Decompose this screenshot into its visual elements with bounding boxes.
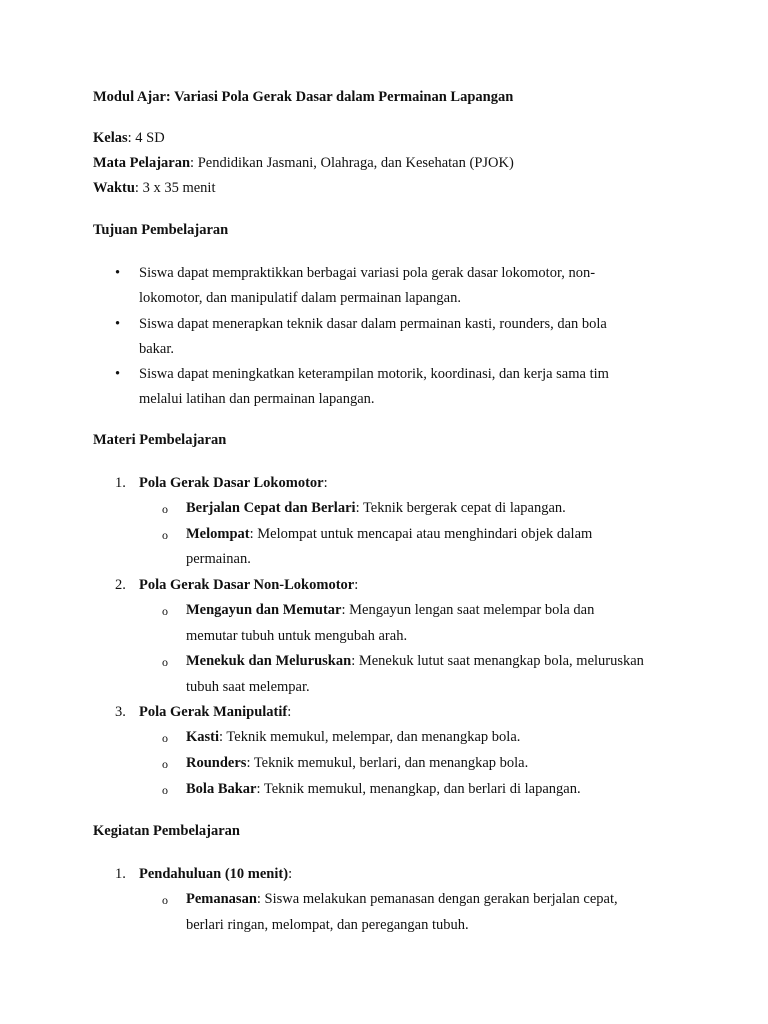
circle-bullet-icon: o — [162, 655, 168, 669]
document-title: Modul Ajar: Variasi Pola Gerak Dasar dalam Permainan Lapangan — [93, 89, 514, 105]
circle-bullet-icon: o — [162, 528, 168, 542]
materi-1-heading — [139, 474, 328, 492]
circle-bullet-icon: o — [162, 731, 168, 745]
materi-3-title: Pola Gerak Manipulatif — [139, 704, 288, 720]
kegiatan-heading: Kegiatan Pembelajaran — [93, 823, 240, 839]
mapel-value: : Pendidikan Jasmani, Olahraga, dan Kesehatan (PJOK) — [190, 155, 514, 171]
waktu-label: Waktu — [93, 180, 135, 196]
sub-desc: : Mengayun lengan saat melempar bola dan — [341, 602, 595, 618]
kegiatan-1-sub-1-cont: berlari ringan, melompat, dan peregangan tubuh. — [186, 917, 469, 933]
tujuan-item-1-line-2: lokomotor, dan manipulatif dalam permainan lapangan. — [139, 290, 461, 306]
materi-3-sub-3 — [186, 780, 581, 798]
kelas-label: Kelas — [93, 130, 128, 146]
sub-desc: : Teknik bergerak cepat di lapangan. — [355, 500, 566, 516]
waktu-value: : 3 x 35 menit — [134, 180, 216, 196]
mapel-label: Mata Pelajaran — [93, 155, 191, 171]
materi-3-sub-2 — [186, 754, 528, 772]
kegiatan-1-title: Pendahuluan (10 menit) — [139, 866, 289, 882]
sub-term: Menekuk dan Meluruskan — [186, 653, 352, 669]
sub-desc: : Melompat untuk mencapai atau menghindari objek dalam — [249, 526, 593, 542]
bullet-icon: • — [115, 316, 121, 332]
materi-2-sub-1 — [186, 601, 594, 619]
kelas-value: : 4 SD — [127, 130, 165, 146]
tujuan-item-2-line-1: Siswa dapat menerapkan teknik dasar dalam permainan kasti, rounders, dan bola — [139, 316, 607, 332]
materi-1-sub-1 — [186, 499, 566, 517]
meta-waktu — [93, 179, 215, 197]
materi-2-heading — [139, 576, 358, 594]
sub-term: Berjalan Cepat dan Berlari — [186, 500, 356, 516]
materi-2-sub-2 — [186, 652, 644, 670]
circle-bullet-icon: o — [162, 783, 168, 797]
meta-kelas — [93, 129, 165, 147]
sub-term: Pemanasan — [186, 891, 257, 907]
materi-2-sub-2-cont: tubuh saat melempar. — [186, 679, 310, 695]
materi-2-colon: : — [354, 577, 359, 593]
materi-heading: Materi Pembelajaran — [93, 432, 227, 448]
circle-bullet-icon: o — [162, 604, 168, 618]
materi-1-sub-2-cont: permainan. — [186, 551, 251, 567]
materi-2-sub-1-cont: memutar tubuh untuk mengubah arah. — [186, 628, 408, 644]
materi-3-colon: : — [287, 704, 292, 720]
sub-desc: : Teknik memukul, melempar, dan menangkap bola. — [219, 729, 521, 745]
bullet-icon: • — [115, 366, 121, 382]
materi-2-title: Pola Gerak Dasar Non-Lokomotor — [139, 577, 355, 593]
kegiatan-1-colon: : — [288, 866, 293, 882]
sub-term: Bola Bakar — [186, 781, 257, 797]
sub-desc: : Teknik memukul, berlari, dan menangkap bola. — [246, 755, 529, 771]
meta-mapel — [93, 154, 514, 172]
circle-bullet-icon: o — [162, 893, 168, 907]
materi-3-number: 3. — [115, 704, 126, 720]
tujuan-item-2-line-2: bakar. — [139, 341, 175, 357]
sub-desc: : Teknik memukul, menangkap, dan berlari di lapangan. — [256, 781, 581, 797]
kegiatan-1-number: 1. — [115, 866, 126, 882]
sub-term: Mengayun dan Memutar — [186, 602, 342, 618]
tujuan-item-3-line-2: melalui latihan dan permainan lapangan. — [139, 391, 375, 407]
kegiatan-1-heading — [139, 865, 292, 883]
sub-term: Kasti — [186, 729, 220, 745]
materi-1-number: 1. — [115, 475, 126, 491]
sub-term: Rounders — [186, 755, 247, 771]
circle-bullet-icon: o — [162, 757, 168, 771]
materi-3-heading — [139, 703, 291, 721]
materi-1-title: Pola Gerak Dasar Lokomotor — [139, 475, 324, 491]
tujuan-heading: Tujuan Pembelajaran — [93, 222, 229, 238]
tujuan-item-3-line-1: Siswa dapat meningkatkan keterampilan motorik, koordinasi, dan kerja sama tim — [139, 366, 609, 382]
kegiatan-1-sub-1 — [186, 890, 618, 908]
tujuan-item-1-line-1: Siswa dapat mempraktikkan berbagai variasi pola gerak dasar lokomotor, non- — [139, 265, 596, 281]
materi-1-colon: : — [323, 475, 328, 491]
materi-3-sub-1 — [186, 728, 520, 746]
sub-term: Melompat — [186, 526, 250, 542]
materi-2-number: 2. — [115, 577, 126, 593]
circle-bullet-icon: o — [162, 502, 168, 516]
bullet-icon: • — [115, 265, 121, 281]
materi-1-sub-2 — [186, 525, 592, 543]
sub-desc: : Siswa melakukan pemanasan dengan gerakan berjalan cepat, — [256, 891, 618, 907]
sub-desc: : Menekuk lutut saat menangkap bola, meluruskan — [351, 653, 644, 669]
